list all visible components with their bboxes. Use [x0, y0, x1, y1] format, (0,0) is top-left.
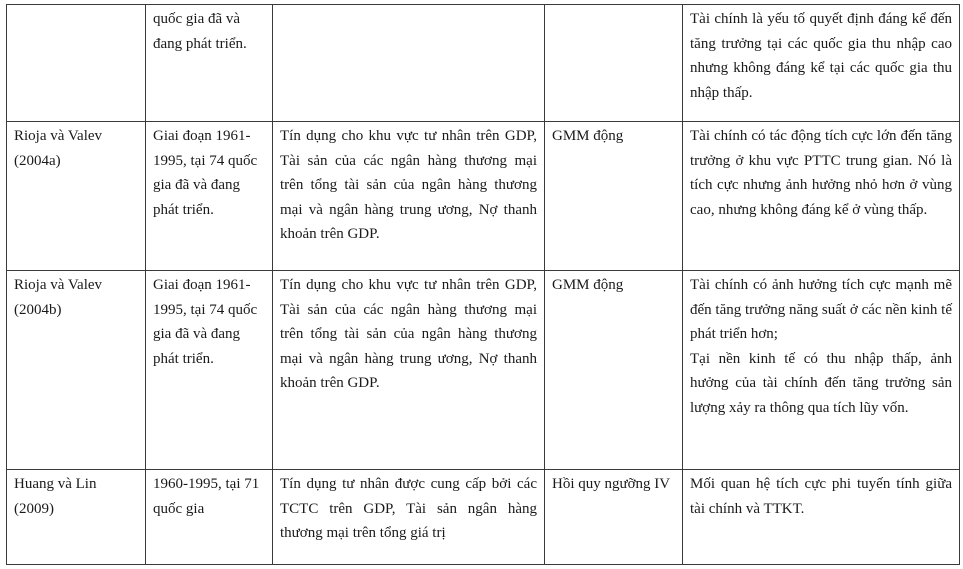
literature-review-table [6, 4, 960, 565]
variables-cell [273, 5, 545, 122]
author-cell: Huang và Lin (2009) [7, 470, 146, 565]
result-paragraph-1: Tài chính có ảnh hưởng tích cực mạnh mẽ đến tăng trưởng năng suất ở các nền kinh tế phát triển hơn; [690, 277, 952, 343]
result-cell [683, 271, 960, 470]
result-cell: Tài chính là yếu tố quyết định đáng kể đến tăng trưởng tại các quốc gia thu nhập cao nhưng không đáng kể tại các quốc gia thu nhập thấp. [683, 5, 960, 122]
sample-cell: quốc gia đã và đang phát triển. [146, 5, 273, 122]
method-cell [545, 5, 683, 122]
variables-cell: Tín dụng tư nhân được cung cấp bởi các TCTC trên GDP, Tài sản ngân hàng thương mại trên tổng giá trị [273, 470, 545, 565]
author-cell: Rioja và Valev (2004a) [7, 122, 146, 271]
author-cell: Rioja và Valev (2004b) [7, 271, 146, 470]
method-cell: Hồi quy ngưỡng IV [545, 470, 683, 565]
table-row [7, 271, 960, 470]
method-cell: GMM động [545, 271, 683, 470]
method-cell: GMM động [545, 122, 683, 271]
table-row [7, 122, 960, 271]
result-cell: Tài chính có tác động tích cực lớn đến tăng trưởng ở khu vực PTTC trung gian. Nó là tích cực nhưng ảnh hưởng nhỏ hơn ở vùng cao, nhưng không đáng kể ở vùng thấp. [683, 122, 960, 271]
table-row [7, 5, 960, 122]
sample-cell: Giai đoạn 1961-1995, tại 74 quốc gia đã và đang phát triển. [146, 271, 273, 470]
result-paragraph-2: Tại nền kinh tế có thu nhập thấp, ảnh hưởng của tài chính đến tăng trưởng sản lượng xảy ra thông qua tích lũy vốn. [690, 350, 952, 416]
sample-cell: 1960-1995, tại 71 quốc gia [146, 470, 273, 565]
result-cell: Mối quan hệ tích cực phi tuyến tính giữa tài chính và TTKT. [683, 470, 960, 565]
variables-cell: Tín dụng cho khu vực tư nhân trên GDP, Tài sản của các ngân hàng thương mại trên tổng tài sản của ngân hàng thương mại và ngân hàng trung ương, Nợ thanh khoản trên GDP. [273, 122, 545, 271]
sample-cell: Giai đoạn 1961-1995, tại 74 quốc gia đã và đang phát triển. [146, 122, 273, 271]
author-cell [7, 5, 146, 122]
variables-cell: Tín dụng cho khu vực tư nhân trên GDP, Tài sản của các ngân hàng thương mại trên tổng tài sản của ngân hàng thương mại và ngân hàng trung ương, Nợ thanh khoản trên GDP. [273, 271, 545, 470]
table-row [7, 470, 960, 565]
